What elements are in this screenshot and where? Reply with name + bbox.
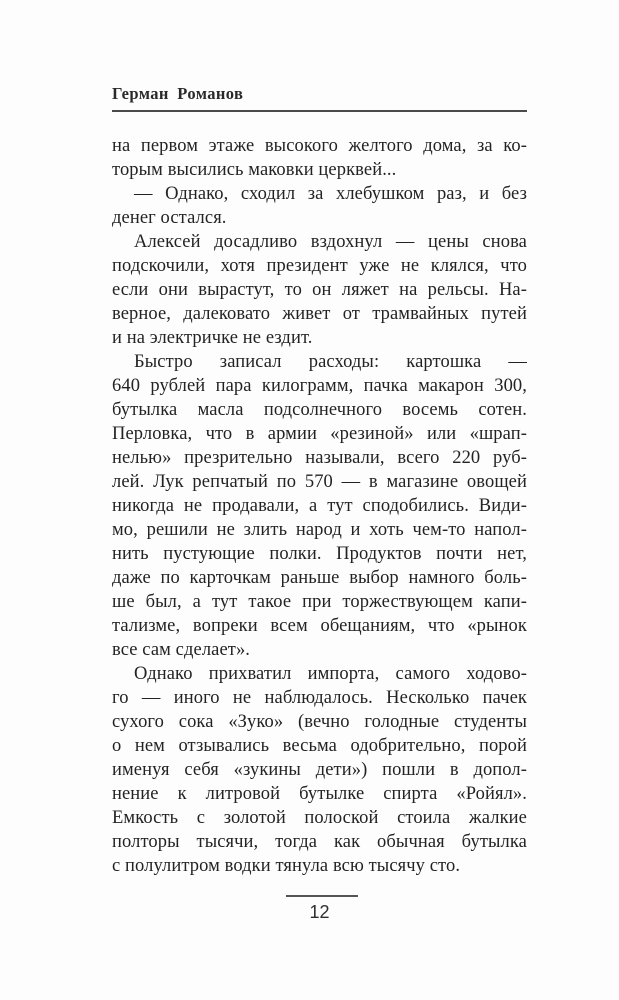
text-line: лей. Лук репчатый по 570 — в магазине овощей	[112, 472, 527, 492]
body-text	[112, 134, 527, 878]
text-line: ше был, а тут такое при торжествующем капи-	[112, 592, 527, 612]
text-line: подскочили, хотя президент уже не клялся, что	[112, 256, 527, 276]
page-number: 12	[309, 902, 330, 922]
text-line: нение к литровой бутылке спирта «Ройял».	[112, 784, 527, 804]
text-line: мо, решили не злить народ и хоть чем-то напол-	[112, 520, 527, 540]
text-line: бутылка масла подсолнечного восемь сотен.	[112, 400, 527, 420]
text-line: сухого сока «Зуко» (вечно голодные студенты	[112, 712, 527, 732]
text-line: даже по карточкам раньше выбор намного боль-	[112, 568, 527, 588]
text-line: — Однако, сходил за хлебушком раз, и без	[134, 184, 527, 204]
text-line: и на электричке не ездит.	[112, 328, 313, 348]
text-line: Емкость с золотой полоской стоила жалкие	[112, 808, 527, 828]
text-line: Однако прихватил импорта, самого ходово-	[134, 664, 527, 684]
footer-rule	[286, 895, 358, 897]
text-line: го — иного не наблюдалось. Несколько пачек	[112, 688, 527, 708]
text-line: Алексей досадливо вздохнул — цены снова	[134, 232, 527, 252]
text-line: полторы тысячи, тогда как обычная бутылка	[112, 832, 527, 852]
header-rule	[112, 110, 527, 112]
text-line: никогда не продавали, а тут сподобились. Види-	[112, 496, 527, 516]
text-line: о нем отзывались весьма одобрительно, порой	[112, 736, 527, 756]
text-line: если они вырастут, то он ляжет на рельсы. На-	[112, 280, 527, 300]
text-line: нелью» презрительно называли, всего 220 руб-	[112, 448, 527, 468]
text-line: Быстро записал расходы: картошка —	[134, 352, 527, 372]
text-line: торым высились маковки церквей...	[112, 160, 397, 180]
text-line: Перловка, что в армии «резиной» или «шрап-	[112, 424, 527, 444]
text-line: нить пустующие полки. Продуктов почти нет,	[112, 544, 527, 564]
author-name: Герман Романов	[112, 84, 244, 103]
text-line: все сам сделает».	[112, 640, 251, 660]
text-line: денег остался.	[112, 208, 227, 228]
text-line: верное, далековато живет от трамвайных путей	[112, 304, 527, 324]
text-line: тализме, вопреки всем обещаниям, что «рынок	[112, 616, 527, 636]
text-line: 640 рублей пара килограмм, пачка макарон 300,	[112, 376, 527, 396]
text-line: на первом этаже высокого желтого дома, за ко-	[112, 136, 527, 156]
text-line: именуя себя «зукины дети») пошли в допол-	[112, 760, 527, 780]
text-line: с полулитром водки тянула всю тысячу сто.	[112, 856, 461, 876]
